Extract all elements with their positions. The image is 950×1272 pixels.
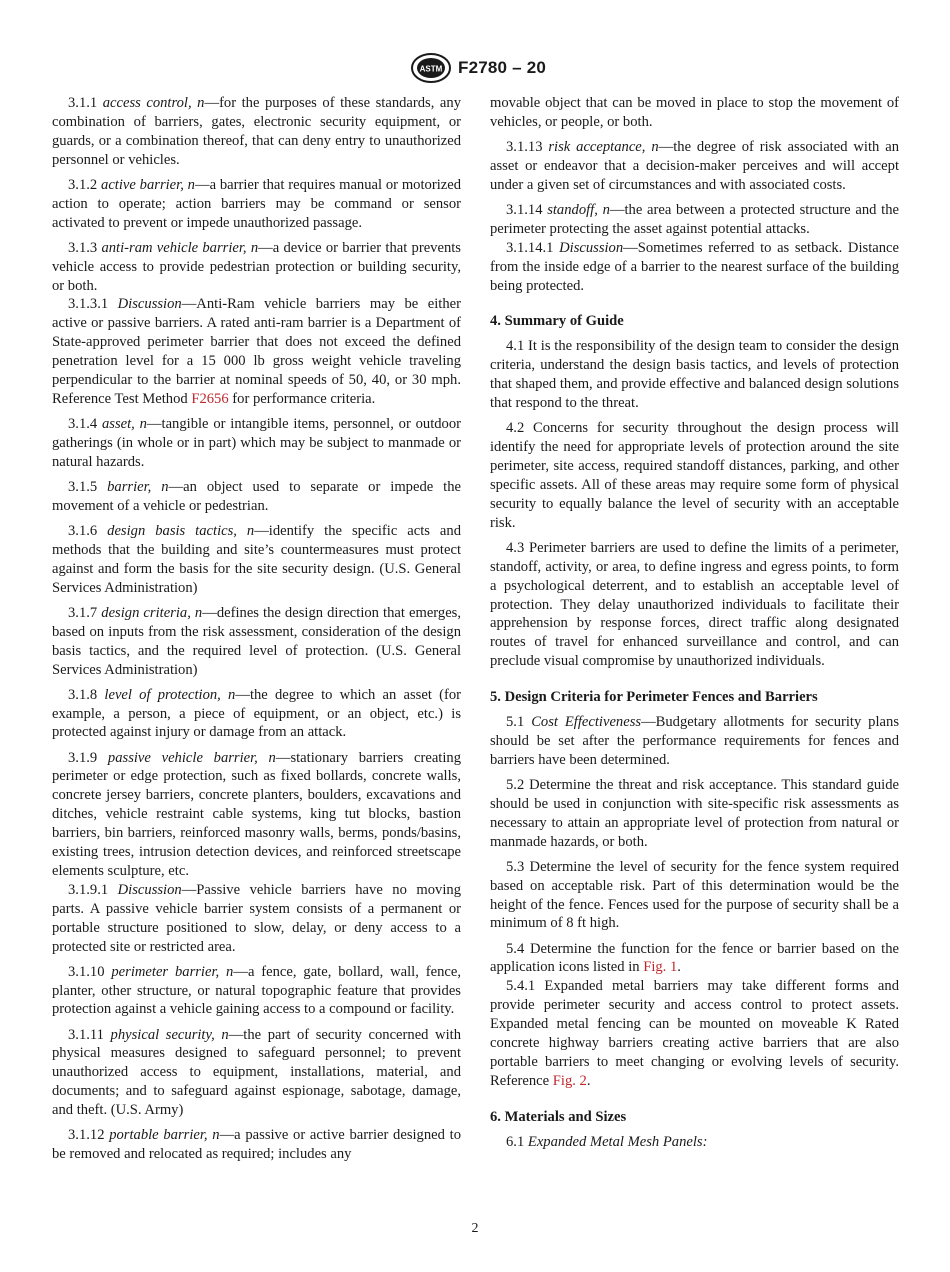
astm-logo-icon <box>410 52 452 84</box>
definition-3-1-13: 3.1.13 risk acceptance, n—the degree of risk associated with an asset or endeavor that a decision-maker perceives and will accept under a given set of circumstances and with associated costs. <box>490 139 899 193</box>
definition-3-1-5: 3.1.5 barrier, n—an object used to separate or impede the movement of a vehicle or pedestrian. <box>52 478 461 514</box>
section-5-heading: 5. Design Criteria for Perimeter Fences and Barriers <box>490 689 818 706</box>
para-4-3: 4.3 Perimeter barriers are used to define the limits of a perimeter, standoff, activity, or area, to define ingress and egress points, to form a psychological deterrent, and to establish an acceptable level of protection. They delay unauthorized individuals to facilitate their apprehension by response forces, direct traffic along designated routes of travel for enhanced surveillance and control, and can preclude visual compromise by unauthorized individuals. <box>490 539 899 670</box>
page-header <box>0 52 950 86</box>
page-number: 2 <box>471 1221 479 1236</box>
section-6-heading: 6. Materials and Sizes <box>490 1108 627 1125</box>
discussion-3-1-3-1: 3.1.3.1 Discussion—Anti-Ram vehicle barriers may be either active or passive barriers. A rated anti-ram barrier is a Department of State-approved perimeter barrier that does not exceed the defined penetration level for a 15 000 lb gross weight vehicle traveling perpendicular to the barrier at nominal speeds of 50, 40, or 30 mph. Reference Test Method F2656 for performance criteria. <box>52 296 461 407</box>
definition-3-1-9: 3.1.9 passive vehicle barrier, n—stationary barriers creating perimeter or edge protection, such as fixed bollards, concrete walls, concrete jersey barriers, concrete planters, boulders, excavations and ditches, vehicle restraint cable systems, king tut blocks, bastion barriers, bin barriers, reinforced masonry walls, berms, ponds/basins, existing trees, intrusion detection devices, and reinforced streetscape elements sculpture, etc. <box>52 749 462 879</box>
definition-3-1-1: 3.1.1 access control, n—for the purposes of these standards, any combination of barriers, gates, electronic security equipment, or guards, or a combination thereof, that can deny entry to unauthorized personnel or vehicles. <box>52 95 461 168</box>
left-column <box>52 94 461 1170</box>
para-4-1: 4.1 It is the responsibility of the design team to consider the design criteria, understand the design basis tactics, and levels of protection that shaped them, and provide effective and balanced design solutions that respond to the threat. <box>490 338 899 412</box>
ref-f2656-link[interactable]: F2656 <box>191 390 229 407</box>
definition-3-1-11: 3.1.11 physical security, n—the part of security concerned with physical measures designed to safeguard personnel; to prevent unauthorized access to equipment, installations, material, and documents; and to safeguard against espionage, sabotage, damage, and theft. (U.S. Army) <box>52 1026 461 1119</box>
section-4-heading: 4. Summary of Guide <box>490 313 624 330</box>
definition-3-1-12-continued: movable object that can be moved in place to stop the movement of vehicles, or people, or both. <box>490 95 899 130</box>
definition-3-1-7: 3.1.7 design criteria, n—defines the design direction that emerges, based on inputs from the risk assessment, consideration of the design basis tactics, and the required level of protection. (U.S. General Services Administration) <box>52 604 462 678</box>
definition-3-1-3: 3.1.3 anti-ram vehicle barrier, n—a device or barrier that prevents vehicle access to provide pedestrian protection or building security, or both. <box>52 239 461 294</box>
para-5-1: 5.1 Cost Effectiveness—Budgetary allotments for security plans should be set after the performance requirements for fences and barriers have been determined. <box>490 714 899 768</box>
definition-3-1-14: 3.1.14 standoff, n—the area between a protected structure and the perimeter protecting the asset against potential attacks. <box>490 201 899 237</box>
document-id: F2780 – 20 <box>458 58 547 77</box>
ref-fig-2-link[interactable]: Fig. 2 <box>552 1072 587 1089</box>
para-4-2: 4.2 Concerns for security throughout the design process will identify the need for appropriate levels of protection around the site perimeter, site access, required standoff distances, parking, and other specific assets. All of these areas may require some form of physical security to equally balance the level of security with an acceptable risk. <box>490 420 899 531</box>
definition-3-1-10: 3.1.10 perimeter barrier, n—a fence, gate, bollard, wall, fence, planter, other structure, or natural topographic feature that provides protection against a vehicle gaining access to a compound or facility. <box>52 963 461 1018</box>
svg-text:ASTM: ASTM <box>419 64 443 74</box>
discussion-3-1-9-1: 3.1.9.1 Discussion—Passive vehicle barriers have no moving parts. A passive vehicle barrier system consists of a permanent or portable structure positioned to slow, delay, or deny access to a protected site or restricted area. <box>52 881 461 955</box>
definition-3-1-12: 3.1.12 portable barrier, n—a passive or active barrier designed to be removed and relocated as required; includes any <box>52 1127 461 1163</box>
para-6-1: 6.1 Expanded Metal Mesh Panels: <box>506 1133 708 1150</box>
para-5-3: 5.3 Determine the level of security for the fence system required based on acceptable risk. Part of this determination would be the height of the fence. Fences used for the purpose of security shall be a minimum of 8 ft high. <box>490 858 899 932</box>
para-5-4-1: 5.4.1 Expanded metal barriers may take different forms and provide perimeter security and access control to protect assets. Expanded metal fencing can be mounted on moveable K Rated concrete highway barriers creating active barriers that are also portable barriers to meet changing or evolving levels of security. Reference Fig. 2. <box>490 978 899 1089</box>
definition-3-1-4: 3.1.4 asset, n—tangible or intangible items, personnel, or outdoor gatherings (in whole or in part) which may be subject to manmade or natural hazards. <box>52 416 462 470</box>
para-5-4: 5.4 Determine the function for the fence or barrier based on the application icons listed in Fig. 1. <box>490 940 899 976</box>
right-column <box>490 94 899 1158</box>
definition-3-1-2: 3.1.2 active barrier, n—a barrier that requires manual or motorized action to operate; action barriers may be command or sensor activated to prevent or impede unauthorized passage. <box>52 176 461 231</box>
ref-fig-1-link[interactable]: Fig. 1 <box>643 959 678 976</box>
para-5-2: 5.2 Determine the threat and risk acceptance. This standard guide should be used in conjunction with site-specific risk assessments as necessary to attain an appropriate level of protection from natural or manmade hazards, or both. <box>490 776 899 850</box>
discussion-3-1-14-1: 3.1.14.1 Discussion—Sometimes referred to as setback. Distance from the inside edge of a barrier to the nearest surface of the building being protected. <box>490 239 899 294</box>
definition-3-1-8: 3.1.8 level of protection, n—the degree to which an asset (for example, a person, a piece of equipment, or an object, etc.) is protected against injury or damage from an attack. <box>52 686 461 741</box>
definition-3-1-6: 3.1.6 design basis tactics, n—identify the specific acts and methods that the building and site’s countermeasures must protect against and form the basis for the site security design. (U.S. General Services Administration) <box>52 522 461 596</box>
